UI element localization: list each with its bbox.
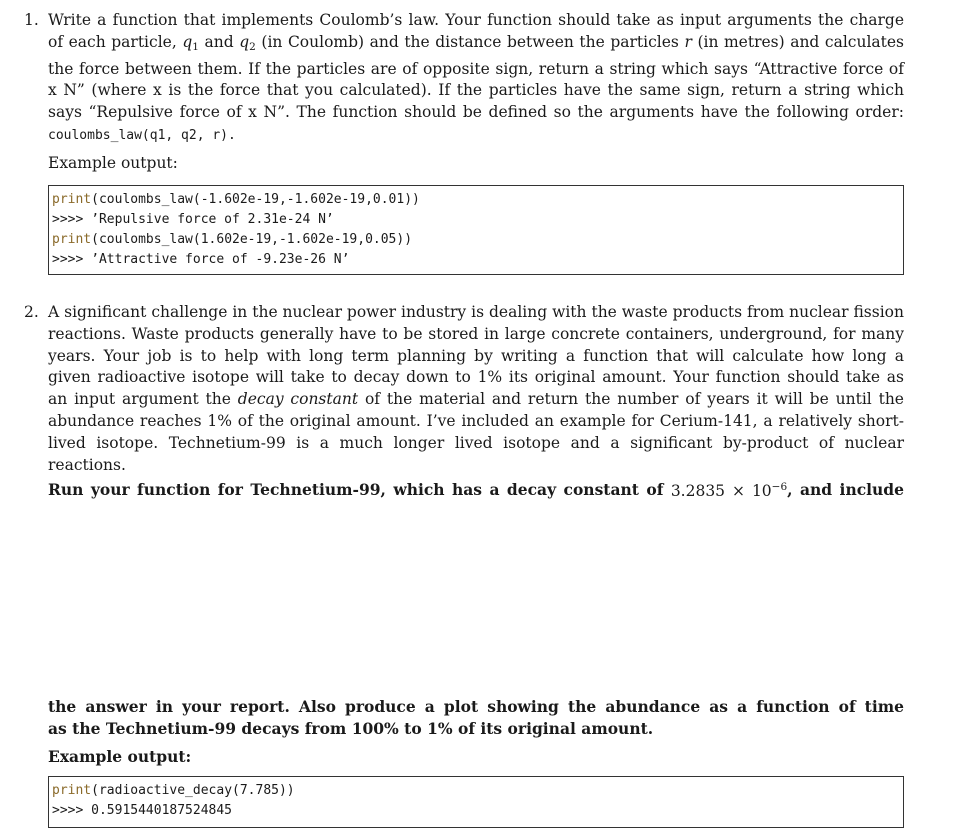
code-line: >>>> ’Attractive force of -9.23e-26 N’	[52, 251, 350, 267]
code-line: >>>> ’Repulsive force of 2.31e-24 N’	[52, 211, 334, 227]
q1-signature: coulombs_law(q1, q2, r).	[48, 127, 236, 143]
q2-line-6: abundance reaches 1% of the original amount. I’ve included an example for Cerium-141, a relatively short-	[48, 411, 904, 430]
q2-code-block	[48, 776, 904, 828]
q2-line-7: lived isotope. Technetium-99 is a much longer lived isotope and a significant by-product of nuclear reactions.	[48, 433, 904, 474]
q2-line-5: an input argument the decay constant of the material and return the number of years it will be until the	[48, 390, 904, 409]
code-line: print(coulombs_law(1.602e-19,-1.602e-19,0.05))	[52, 231, 413, 247]
question-2	[24, 302, 904, 502]
q2-line-3: years. Your job is to help with long term planning by writing a function that will calculate how long a	[48, 346, 904, 365]
code-line: print(radioactive_decay(7.785))	[52, 783, 295, 799]
q1-example-label: Example output:	[48, 153, 178, 172]
q2-example-label: Example output:	[48, 746, 192, 766]
q1-line-4: x N” (where x is the force that you calculated). If the particles have the same sign, return a string which	[48, 81, 904, 100]
q2-line-8: Run your function for Technetium-99, which has a decay constant of $3.2835 \times 10^{-6}$, and include	[48, 480, 905, 500]
q1-code-block	[48, 185, 904, 275]
q1-line-2: of each particle, $q_1$ and $q_2$ (in Coulomb) and the distance between the particles r (in metres) and calculates	[48, 32, 905, 53]
question-1	[24, 10, 904, 275]
q2-line-9: the answer in your report. Also produce a plot showing the abundance as a function of time	[48, 697, 904, 716]
q1-line-3: the force between them. If the particles are of opposite sign, return a string which says “Attractive force of	[48, 59, 904, 78]
question-2-number: 2.	[24, 303, 39, 321]
code-line: print(coulombs_law(-1.602e-19,-1.602e-19,0.01))	[52, 191, 420, 207]
q2-line-2: reactions. Waste products generally have to be stored in large concrete containers, underground, for many	[48, 324, 904, 343]
question-2-continued	[24, 696, 904, 828]
q1-line-1: Write a function that implements Coulomb’s law. Your function should take as input arguments the charge	[48, 11, 904, 29]
q2-line-4: given radioactive isotope will take to decay down to 1% its original amount. Your function should take as	[48, 368, 904, 387]
question-1-number: 1.	[24, 11, 39, 29]
q2-line-10: as the Technetium-99 decays from 100% to 1% of its original amount.	[48, 718, 654, 738]
q2-line-1: A significant challenge in the nuclear power industry is dealing with the waste products from nuclear fission	[48, 303, 904, 321]
q1-line-5: says “Repulsive force of x N”. The function should be defined so the arguments have the following order:	[48, 103, 904, 122]
code-line: >>>> 0.5915440187524845	[52, 803, 233, 819]
